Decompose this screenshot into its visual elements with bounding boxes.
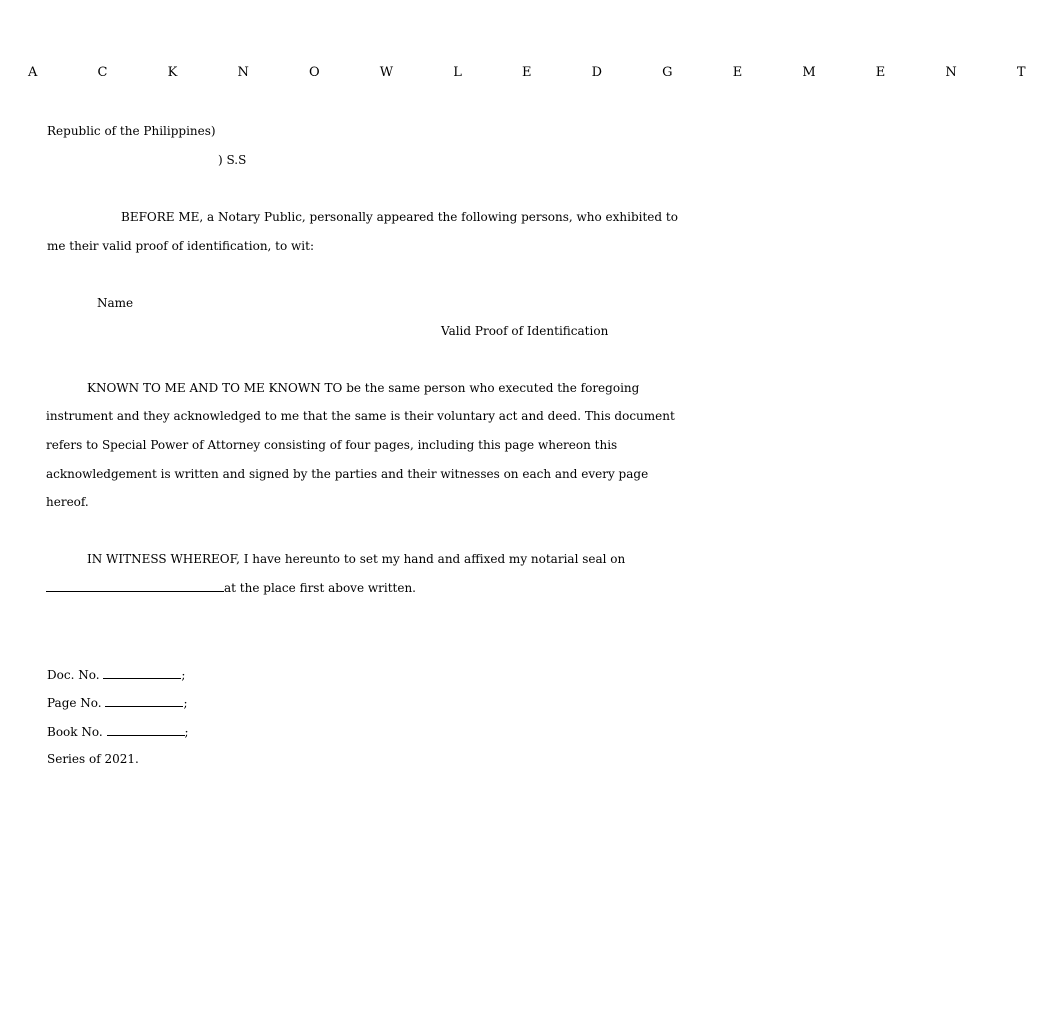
witness-line-2-text: at the place first above written.: [224, 581, 416, 595]
page-no-entry: [47, 695, 188, 710]
document-title: A C K N O W L E D G E M E N T: [28, 65, 1054, 80]
known-line-5: hereof.: [46, 495, 89, 509]
page-no-blank: [105, 695, 183, 707]
known-line-3: refers to Special Power of Attorney consisting of four pages, including this page whereon this: [46, 438, 618, 452]
known-line-1: KNOWN TO ME AND TO ME KNOWN TO be the same person who executed the foregoing: [87, 381, 640, 395]
doc-no-terminator: ;: [181, 668, 186, 682]
doc-no-blank: [103, 667, 181, 679]
column-id-label: Valid Proof of Identification: [441, 324, 609, 338]
doc-no-entry: [47, 667, 185, 682]
intro-line-2: me their valid proof of identification, to wit:: [47, 239, 315, 253]
venue-republic: Republic of the Philippines): [47, 124, 216, 138]
known-line-2: instrument and they acknowledged to me that the same is their voluntary act and deed. This document: [46, 409, 675, 423]
book-no-label: Book No.: [47, 725, 103, 739]
page-no-label: Page No.: [47, 696, 102, 710]
doc-no-label: Doc. No.: [47, 668, 100, 682]
date-blank-line: [46, 580, 224, 592]
book-no-entry: [47, 724, 189, 739]
intro-line-1: BEFORE ME, a Notary Public, personally appeared the following persons, who exhibited to: [121, 210, 678, 224]
column-name-label: Name: [97, 296, 134, 310]
series-entry: Series of 2021.: [47, 752, 139, 766]
book-no-blank: [107, 724, 185, 736]
witness-line-1: IN WITNESS WHEREOF, I have hereunto to set my hand and affixed my notarial seal on: [87, 552, 626, 566]
book-no-terminator: ;: [184, 725, 189, 739]
page-no-terminator: ;: [183, 696, 188, 710]
known-line-4: acknowledgement is written and signed by the parties and their witnesses on each and every page: [46, 467, 649, 481]
venue-ss: ) S.S: [218, 153, 247, 167]
witness-line-2: [46, 580, 416, 595]
